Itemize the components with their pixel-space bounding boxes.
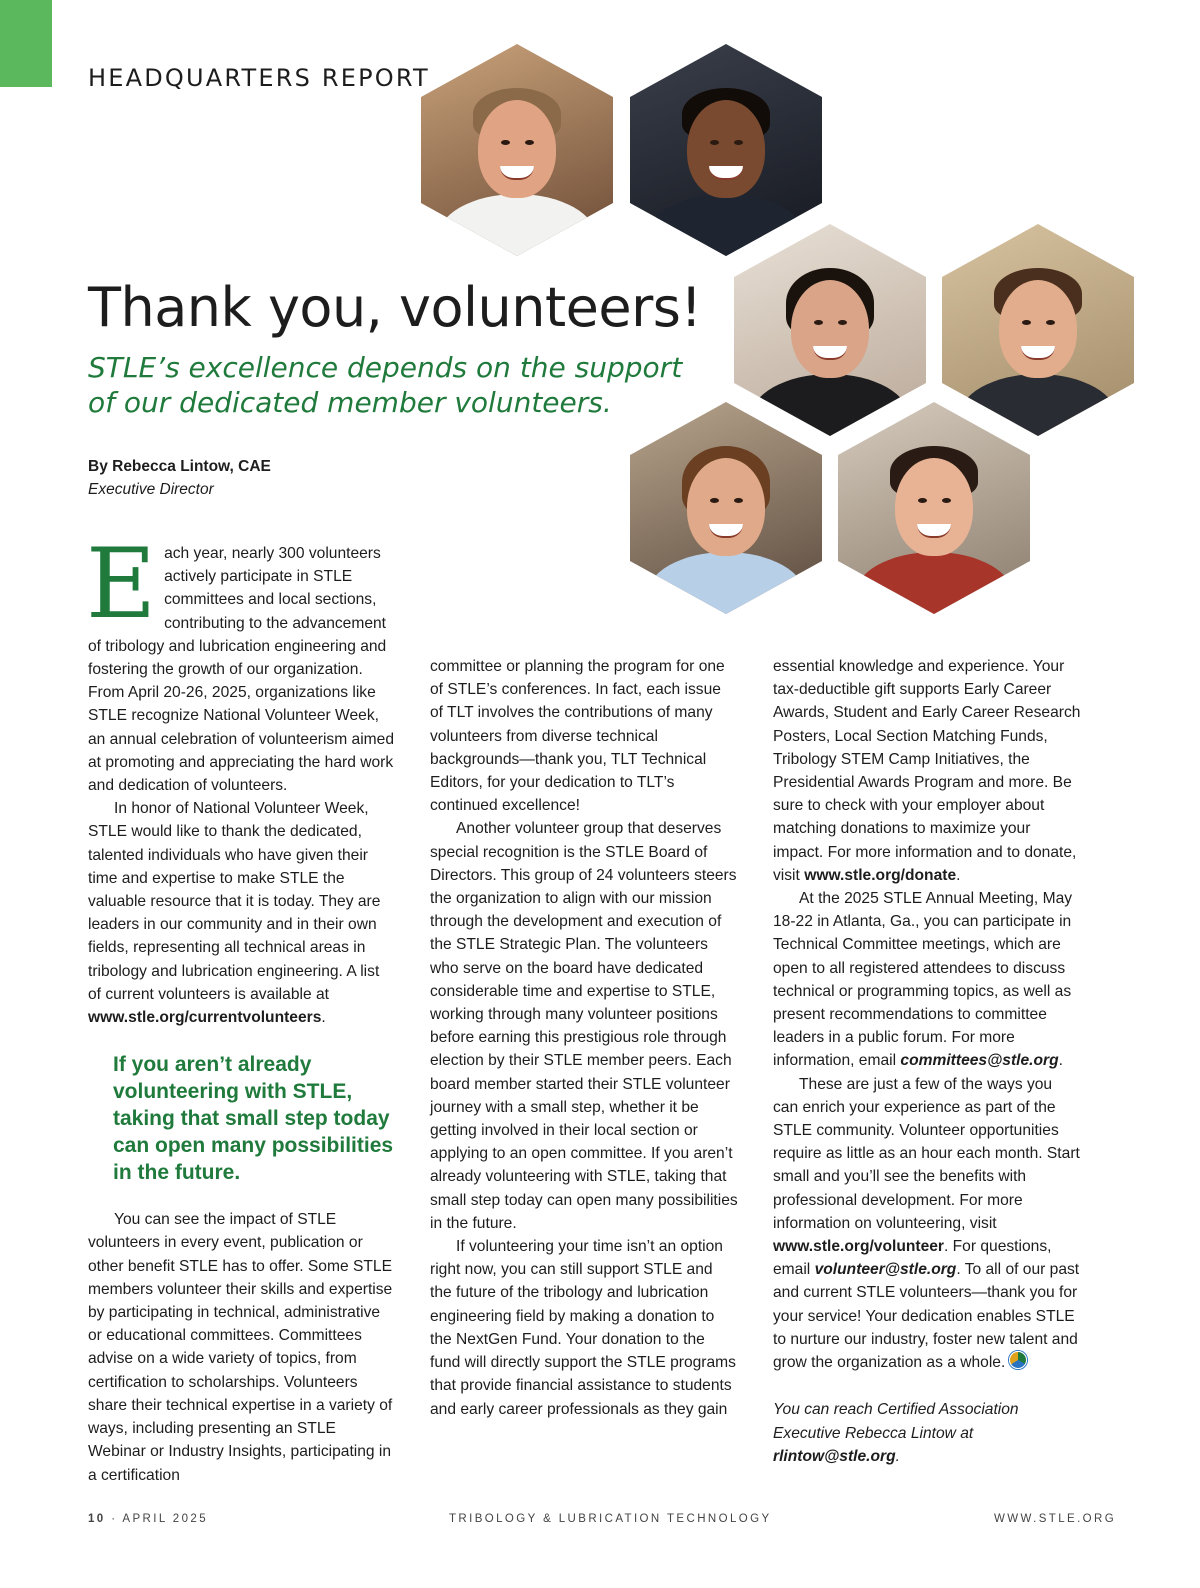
publication-name: TRIBOLOGY & LUBRICATION TECHNOLOGY [449, 1513, 772, 1525]
paragraph: Another volunteer group that deserves special recognition is the STLE Board of Directors. This group of 24 volunteers steers the organization to align with our mission through the development and execution of the STLE Strategic Plan. The volunteers who serve on the board have dedicated considerable time and expertise to STLE, working through many volunteer positions before earning this prestigious role through election by their STLE member peers. Each board member started their STLE volunteer journey with a small step, whether it be getting involved in their local section or applying to an open committee. If you aren’t already volunteering with STLE, taking that small step today can open many possibilities in the future. [430, 820, 738, 1232]
article-column-2 [430, 655, 738, 1421]
paragraph: essential knowledge and experience. Your tax-deductible gift supports Early Career Awards, Student and Early Career Research Posters, Local Section Matching Funds, Tribology STEM Camp Initiatives, the Presidential Awards Program and more. Be sure to check with your employer about matching donations to maximize your impact. For more information and to donate, visit www.stle.org/donate. [773, 658, 1081, 884]
paragraph: committee or planning the program for one of STLE’s conferences. In fact, each issue of TLT involves the contributions of many volunteers from diverse technical backgrounds—thank you, TLT Technical Editors, for your dedication to TLT’s continued excellence! [430, 658, 725, 815]
paragraph: If volunteering your time isn’t an option right now, you can still support STLE and the future of the tribology and lubrication engineering field by making a donation to the NextGen Fund. Your donation to the fund will directly support the STLE programs that provide financial assistance to students and early career professionals as they gain [430, 1238, 736, 1418]
paragraph: At the 2025 STLE Annual Meeting, May 18-22 in Atlanta, Ga., you can participate in Technical Committee meetings, which are open to all registered attendees to discuss technical or programming topics, as well as present recommendations to committee leaders in a public forum. For more information, email committees@stle.org. [773, 890, 1073, 1070]
section-label: HEADQUARTERS REPORT [88, 64, 430, 92]
volunteer-email-link[interactable]: volunteer@stle.org [814, 1261, 957, 1279]
committees-email-link[interactable]: committees@stle.org [900, 1052, 1059, 1070]
volunteer-link[interactable]: www.stle.org/volunteer [773, 1238, 944, 1256]
article-column-1 [86, 528, 394, 1487]
issue-date: APRIL 2025 [122, 1513, 208, 1525]
author-name: By Rebecca Lintow, CAE [88, 458, 271, 475]
stle-logo-icon [1009, 1351, 1027, 1369]
volunteer-photo-1 [421, 44, 613, 256]
volunteer-photo-6 [838, 402, 1030, 614]
author-contact-note: You can reach Certified Association Executive Rebecca Lintow at rlintow@stle.org. [773, 1401, 1019, 1465]
paragraph: You can see the impact of STLE volunteers in every event, publication or other benefit STLE has to offer. Some STLE members volunteer their skills and expertise by participating in technical, administrative or educational committees. Committees advise on a wide variety of topics, from certification to scholarships. Volunteers share their technical expertise in a variety of ways, including presenting an STLE Webinar or Industry Insights, participating in a certification [88, 1211, 393, 1484]
section-color-tab [0, 0, 52, 87]
author-role: Executive Director [88, 481, 214, 498]
page-number: 10 [88, 1513, 106, 1525]
website-link[interactable]: WWW.STLE.ORG [994, 1513, 1117, 1525]
volunteer-photo-2 [630, 44, 822, 256]
footer-separator: · [111, 1513, 118, 1525]
footer-page-info [88, 1513, 208, 1525]
pull-quote: If you aren’t already volunteering with STLE, taking that small step today can open many possibilities in the future. [113, 1053, 394, 1185]
volunteer-photo-5 [630, 402, 822, 614]
paragraph: In honor of National Volunteer Week, STLE would like to thank the dedicated, talented individuals who have given their time and expertise to make STLE the valuable resource that it is today. They are leaders in our community and in their own fields, representing all technical areas in tribology and lubrication engineering. A list of current volunteers is available at www.stle.org/currentvolunteers. [88, 800, 381, 1027]
author-email-link[interactable]: rlintow@stle.org [773, 1447, 896, 1465]
paragraph: Each year, nearly 300 volunteers actively participate in STLE committees and local sections, contributing to the advancement of tribology and lubrication engineering and fostering the growth of our organization. From April 20-26, 2025, organizations like STLE recognize National Volunteer Week, an annual celebration of volunteerism aimed at promoting and appreciating the hard work and dedication of volunteers. [86, 528, 394, 795]
article-subtitle: STLE’s excellence depends on the support of our dedicated member volunteers. [88, 351, 683, 419]
donate-link[interactable]: www.stle.org/donate [804, 866, 957, 884]
volunteer-photo-4 [942, 224, 1134, 436]
volunteer-photo-3 [734, 224, 926, 436]
article-column-3 [773, 655, 1081, 1468]
article-title: Thank you, volunteers! [88, 276, 702, 339]
current-volunteers-link[interactable]: www.stle.org/currentvolunteers [88, 1009, 322, 1027]
byline [88, 455, 271, 501]
paragraph: These are just a few of the ways you can enrich your experience as part of the STLE community. Volunteer opportunities require as little as an hour each month. Start small and you’ll see the benefits with professional development. For more information on volunteering, visit www.stle.org/volunteer. For questions, email volunteer@stle.org. To all of our past and current STLE volunteers—thank you for your service! Your dedication enables STLE to nurture our industry, foster new talent and grow the organization as a whole. [773, 1075, 1080, 1372]
drop-cap: E [86, 528, 157, 640]
